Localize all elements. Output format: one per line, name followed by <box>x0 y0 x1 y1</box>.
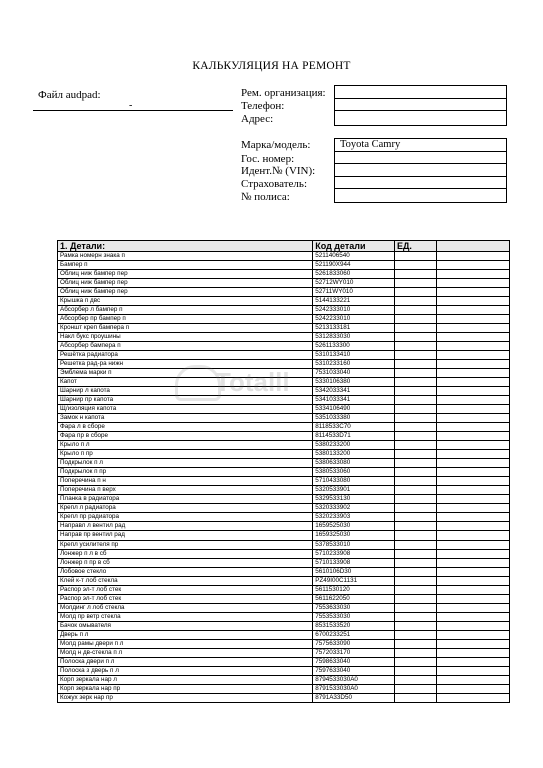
unit-cell <box>394 252 436 261</box>
table-row <box>58 423 510 432</box>
table-row <box>58 441 510 450</box>
unit-cell <box>394 540 436 549</box>
part-name-cell: Облиц ниж бампер пер <box>58 270 313 279</box>
unit-cell <box>394 504 436 513</box>
extra-cell <box>436 621 509 630</box>
file-value: - <box>129 100 133 111</box>
part-name-cell: Абсорбер бампера п <box>58 342 313 351</box>
part-name-cell: Кожух зерк нар пр <box>58 693 313 702</box>
part-code-cell: 5242333010 <box>313 306 395 315</box>
table-row <box>58 576 510 585</box>
extra-cell <box>436 405 509 414</box>
unit-cell <box>394 513 436 522</box>
table-row <box>58 657 510 666</box>
part-name-cell: Крепл усилителя пр <box>58 540 313 549</box>
part-name-cell: Молд рамы двери п л <box>58 639 313 648</box>
make-model-label: Марка/модель: <box>241 139 311 151</box>
part-code-cell: 7575633090 <box>313 639 395 648</box>
table-row <box>58 432 510 441</box>
extra-cell <box>436 387 509 396</box>
part-name-cell: Накл букс проушины <box>58 333 313 342</box>
part-code-cell: 5261833060 <box>313 270 395 279</box>
table-header-row <box>58 241 510 252</box>
part-code-cell: 7597633040 <box>313 666 395 675</box>
part-code-cell: 1659325030 <box>313 531 395 540</box>
part-code-cell: 7531033040 <box>313 369 395 378</box>
table-row <box>58 306 510 315</box>
part-code-cell: 521190X944 <box>313 261 395 270</box>
extra-cell <box>436 414 509 423</box>
extra-cell <box>436 468 509 477</box>
address-label: Адрес: <box>241 113 274 125</box>
part-name-cell: Лонжер п л в сб <box>58 549 313 558</box>
table-row <box>58 468 510 477</box>
unit-cell <box>394 684 436 693</box>
table-row <box>58 666 510 675</box>
extra-cell <box>436 252 509 261</box>
extra-cell <box>436 585 509 594</box>
part-name-cell: Щ/изоляция капота <box>58 405 313 414</box>
table-row <box>58 261 510 270</box>
table-row <box>58 252 510 261</box>
unit-cell <box>394 693 436 702</box>
extra-cell <box>436 441 509 450</box>
header-parts: 1. Детали: <box>58 241 313 252</box>
part-name-cell: Шарнир пр капота <box>58 396 313 405</box>
unit-cell <box>394 432 436 441</box>
unit-cell <box>394 288 436 297</box>
part-code-cell: 8791A33D50 <box>313 693 395 702</box>
part-name-cell: Полоска двери п л <box>58 657 313 666</box>
unit-cell <box>394 378 436 387</box>
part-code-cell: 7572033170 <box>313 648 395 657</box>
extra-cell <box>436 288 509 297</box>
unit-cell <box>394 279 436 288</box>
watermark-text: Totalll <box>215 367 290 397</box>
extra-cell <box>436 666 509 675</box>
unit-cell <box>394 558 436 567</box>
unit-cell <box>394 666 436 675</box>
table-row <box>58 459 510 468</box>
extra-cell <box>436 279 509 288</box>
unit-cell <box>394 630 436 639</box>
header-part-code: Код детали <box>313 241 395 252</box>
part-name-cell: Распор эл-т лоб стек <box>58 594 313 603</box>
extra-cell <box>436 342 509 351</box>
table-row <box>58 270 510 279</box>
extra-cell <box>436 297 509 306</box>
extra-cell <box>436 639 509 648</box>
table-row <box>58 648 510 657</box>
file-label: Файл audpad: <box>38 89 101 101</box>
part-code-cell: 5380133200 <box>313 450 395 459</box>
extra-cell <box>436 603 509 612</box>
make-model-field[interactable]: Toyota Camry <box>334 138 507 152</box>
unit-cell <box>394 621 436 630</box>
extra-cell <box>436 531 509 540</box>
part-name-cell: Решётка радиатора <box>58 351 313 360</box>
part-code-cell: 5329533130 <box>313 495 395 504</box>
part-code-cell: 5261133300 <box>313 342 395 351</box>
watermark <box>175 355 365 410</box>
table-row <box>58 594 510 603</box>
header-extra <box>436 241 509 252</box>
part-name-cell: Крыло п пр <box>58 450 313 459</box>
extra-cell <box>436 432 509 441</box>
unit-cell <box>394 639 436 648</box>
table-row <box>58 540 510 549</box>
part-name-cell: Корп зеркала нар л <box>58 675 313 684</box>
unit-cell <box>394 333 436 342</box>
part-name-cell: Крыло п л <box>58 441 313 450</box>
part-name-cell: Абсорбер л бампер п <box>58 306 313 315</box>
table-row <box>58 486 510 495</box>
part-code-cell: 5380233200 <box>313 441 395 450</box>
extra-cell <box>436 693 509 702</box>
extra-cell <box>436 351 509 360</box>
part-name-cell: Клей к-т лоб стекла <box>58 576 313 585</box>
part-code-cell: 5320333902 <box>313 504 395 513</box>
extra-cell <box>436 396 509 405</box>
unit-cell <box>394 468 436 477</box>
unit-cell <box>394 549 436 558</box>
extra-cell <box>436 576 509 585</box>
part-name-cell: Поперечина п верх <box>58 486 313 495</box>
part-code-cell: 5351033380 <box>313 414 395 423</box>
part-name-cell: Фара л в сборе <box>58 423 313 432</box>
table-row <box>58 621 510 630</box>
extra-cell <box>436 648 509 657</box>
table-row <box>58 531 510 540</box>
unit-cell <box>394 306 436 315</box>
part-code-cell: 7553633030 <box>313 603 395 612</box>
unit-cell <box>394 261 436 270</box>
part-name-cell: Рамка номерн знака п <box>58 252 313 261</box>
part-name-cell: Фара пр в сборе <box>58 432 313 441</box>
part-name-cell: Шарнир л капота <box>58 387 313 396</box>
unit-cell <box>394 522 436 531</box>
unit-cell <box>394 495 436 504</box>
extra-cell <box>436 378 509 387</box>
unit-cell <box>394 576 436 585</box>
policy-field[interactable] <box>334 188 507 203</box>
vin-label: Идент.№ (VIN): <box>241 165 316 177</box>
unit-cell <box>394 531 436 540</box>
extra-cell <box>436 684 509 693</box>
table-row <box>58 585 510 594</box>
part-code-cell: 7553533030 <box>313 612 395 621</box>
part-code-cell: 5710233908 <box>313 549 395 558</box>
part-name-cell: Бампер п <box>58 261 313 270</box>
table-row <box>58 675 510 684</box>
extra-cell <box>436 315 509 324</box>
part-code-cell: 5380633080 <box>313 459 395 468</box>
part-name-cell: Крепл л радиатора <box>58 504 313 513</box>
extra-cell <box>436 630 509 639</box>
part-name-cell: Дверь п л <box>58 630 313 639</box>
part-code-cell: 5211406540 <box>313 252 395 261</box>
part-name-cell: Капот <box>58 378 313 387</box>
table-row <box>58 513 510 522</box>
table-row <box>58 603 510 612</box>
extra-cell <box>436 270 509 279</box>
part-code-cell: 5312833030 <box>313 333 395 342</box>
table-row <box>58 333 510 342</box>
part-code-cell: 8118533C70 <box>313 423 395 432</box>
part-name-cell: Абсорбер пр бампер п <box>58 315 313 324</box>
org-name-field[interactable] <box>334 85 507 99</box>
extra-cell <box>436 594 509 603</box>
part-name-cell: Лонжер п пр в сб <box>58 558 313 567</box>
part-code-cell: 5310133410 <box>313 351 395 360</box>
extra-cell <box>436 333 509 342</box>
table-row <box>58 279 510 288</box>
part-code-cell: 5611530120 <box>313 585 395 594</box>
part-code-cell: 5611622050 <box>313 594 395 603</box>
part-code-cell: 5710433080 <box>313 477 395 486</box>
table-row <box>58 504 510 513</box>
table-row <box>58 450 510 459</box>
unit-cell <box>394 297 436 306</box>
part-name-cell: Распор эл-т лоб стек <box>58 585 313 594</box>
unit-cell <box>394 423 436 432</box>
extra-cell <box>436 513 509 522</box>
part-code-cell: 5310233160 <box>313 360 395 369</box>
unit-cell <box>394 441 436 450</box>
extra-cell <box>436 360 509 369</box>
unit-cell <box>394 324 436 333</box>
part-name-cell: Облиц ниж бампер пер <box>58 279 313 288</box>
table-row <box>58 630 510 639</box>
address-field[interactable] <box>334 110 507 126</box>
table-row <box>58 693 510 702</box>
unit-cell <box>394 369 436 378</box>
part-code-cell: 8794533030A0 <box>313 675 395 684</box>
vin-field[interactable] <box>334 163 507 177</box>
part-name-cell: Молд н дв-стекла п л <box>58 648 313 657</box>
table-row <box>58 315 510 324</box>
part-code-cell: 7598633040 <box>313 657 395 666</box>
part-name-cell: Бачок омывателя <box>58 621 313 630</box>
unit-cell <box>394 648 436 657</box>
extra-cell <box>436 495 509 504</box>
part-name-cell: Замок н капота <box>58 414 313 423</box>
extra-cell <box>436 612 509 621</box>
unit-cell <box>394 450 436 459</box>
part-name-cell: Планка в радиатора <box>58 495 313 504</box>
extra-cell <box>436 450 509 459</box>
part-name-cell: Направ пр вентил рад <box>58 531 313 540</box>
part-name-cell: Полоска з дверь п л <box>58 666 313 675</box>
part-code-cell: PZ49I00C1131 <box>313 576 395 585</box>
part-code-cell: 5213133181 <box>313 324 395 333</box>
part-name-cell: Молдинг л лоб стекла <box>58 603 313 612</box>
table-row <box>58 612 510 621</box>
file-underline <box>33 110 233 111</box>
part-code-cell: 5710133908 <box>313 558 395 567</box>
part-name-cell: Корп зеркала нар пр <box>58 684 313 693</box>
extra-cell <box>436 459 509 468</box>
part-code-cell: 5341033341 <box>313 396 395 405</box>
extra-cell <box>436 306 509 315</box>
unit-cell <box>394 396 436 405</box>
unit-cell <box>394 270 436 279</box>
extra-cell <box>436 558 509 567</box>
part-name-cell: Лобовое стекло <box>58 567 313 576</box>
part-code-cell: 5144133221 <box>313 297 395 306</box>
header-unit: ЕД. <box>394 241 436 252</box>
parts-table <box>57 240 510 703</box>
table-row <box>58 342 510 351</box>
org-name-label: Рем. организация: <box>241 87 326 99</box>
unit-cell <box>394 477 436 486</box>
unit-cell <box>394 603 436 612</box>
extra-cell <box>436 522 509 531</box>
unit-cell <box>394 567 436 576</box>
part-name-cell: Крепл пр радиатора <box>58 513 313 522</box>
part-code-cell: 5378533010 <box>313 540 395 549</box>
extra-cell <box>436 504 509 513</box>
table-row <box>58 477 510 486</box>
phone-label: Телефон: <box>241 100 285 112</box>
part-name-cell: Поперечина п н <box>58 477 313 486</box>
unit-cell <box>394 459 436 468</box>
extra-cell <box>436 549 509 558</box>
part-name-cell: Эмблема марки п <box>58 369 313 378</box>
table-row <box>58 414 510 423</box>
unit-cell <box>394 486 436 495</box>
table-row <box>58 522 510 531</box>
insured-label: Страхователь: <box>241 178 307 190</box>
extra-cell <box>436 486 509 495</box>
extra-cell <box>436 324 509 333</box>
unit-cell <box>394 675 436 684</box>
unit-cell <box>394 315 436 324</box>
policy-label: № полиса: <box>241 191 290 203</box>
unit-cell <box>394 351 436 360</box>
part-code-cell: 1659525030 <box>313 522 395 531</box>
part-code-cell: 6700233251 <box>313 630 395 639</box>
unit-cell <box>394 360 436 369</box>
part-code-cell: 5242233010 <box>313 315 395 324</box>
extra-cell <box>436 369 509 378</box>
part-code-cell: 5380533060 <box>313 468 395 477</box>
unit-cell <box>394 405 436 414</box>
plate-label: Гос. номер: <box>241 153 295 165</box>
table-row <box>58 567 510 576</box>
part-name-cell: Кроншт креп бампера п <box>58 324 313 333</box>
part-name-cell: Решетка рад-ра нижн <box>58 360 313 369</box>
extra-cell <box>436 423 509 432</box>
part-name-cell: Направл л вентил рад <box>58 522 313 531</box>
part-code-cell: 5334106490 <box>313 405 395 414</box>
page-title: КАЛЬКУЛЯЦИЯ НА РЕМОНТ <box>192 60 351 72</box>
part-code-cell: 5610106D30 <box>313 567 395 576</box>
part-name-cell: Молд пр ветр стекла <box>58 612 313 621</box>
extra-cell <box>436 477 509 486</box>
table-row <box>58 324 510 333</box>
table-row <box>58 558 510 567</box>
unit-cell <box>394 594 436 603</box>
part-code-cell: 5320233903 <box>313 513 395 522</box>
part-code-cell: 5330106380 <box>313 378 395 387</box>
part-name-cell: Подкрылок п пр <box>58 468 313 477</box>
table-row <box>58 288 510 297</box>
part-code-cell: 8791533030A0 <box>313 684 395 693</box>
part-code-cell: 52712WY010 <box>313 279 395 288</box>
unit-cell <box>394 414 436 423</box>
extra-cell <box>436 657 509 666</box>
part-name-cell: Крышка п двс <box>58 297 313 306</box>
part-name-cell: Облиц ниж бампер пер <box>58 288 313 297</box>
table-row <box>58 297 510 306</box>
part-name-cell: Подкрылок п л <box>58 459 313 468</box>
extra-cell <box>436 540 509 549</box>
part-code-cell: 8531533520 <box>313 621 395 630</box>
unit-cell <box>394 657 436 666</box>
unit-cell <box>394 387 436 396</box>
extra-cell <box>436 261 509 270</box>
part-code-cell: 52711WY010 <box>313 288 395 297</box>
part-code-cell: 8114533D71 <box>313 432 395 441</box>
unit-cell <box>394 612 436 621</box>
extra-cell <box>436 675 509 684</box>
part-code-cell: 5320533901 <box>313 486 395 495</box>
table-row <box>58 684 510 693</box>
table-row <box>58 639 510 648</box>
unit-cell <box>394 342 436 351</box>
table-row <box>58 495 510 504</box>
extra-cell <box>436 567 509 576</box>
table-row <box>58 549 510 558</box>
part-code-cell: 5342033341 <box>313 387 395 396</box>
unit-cell <box>394 585 436 594</box>
